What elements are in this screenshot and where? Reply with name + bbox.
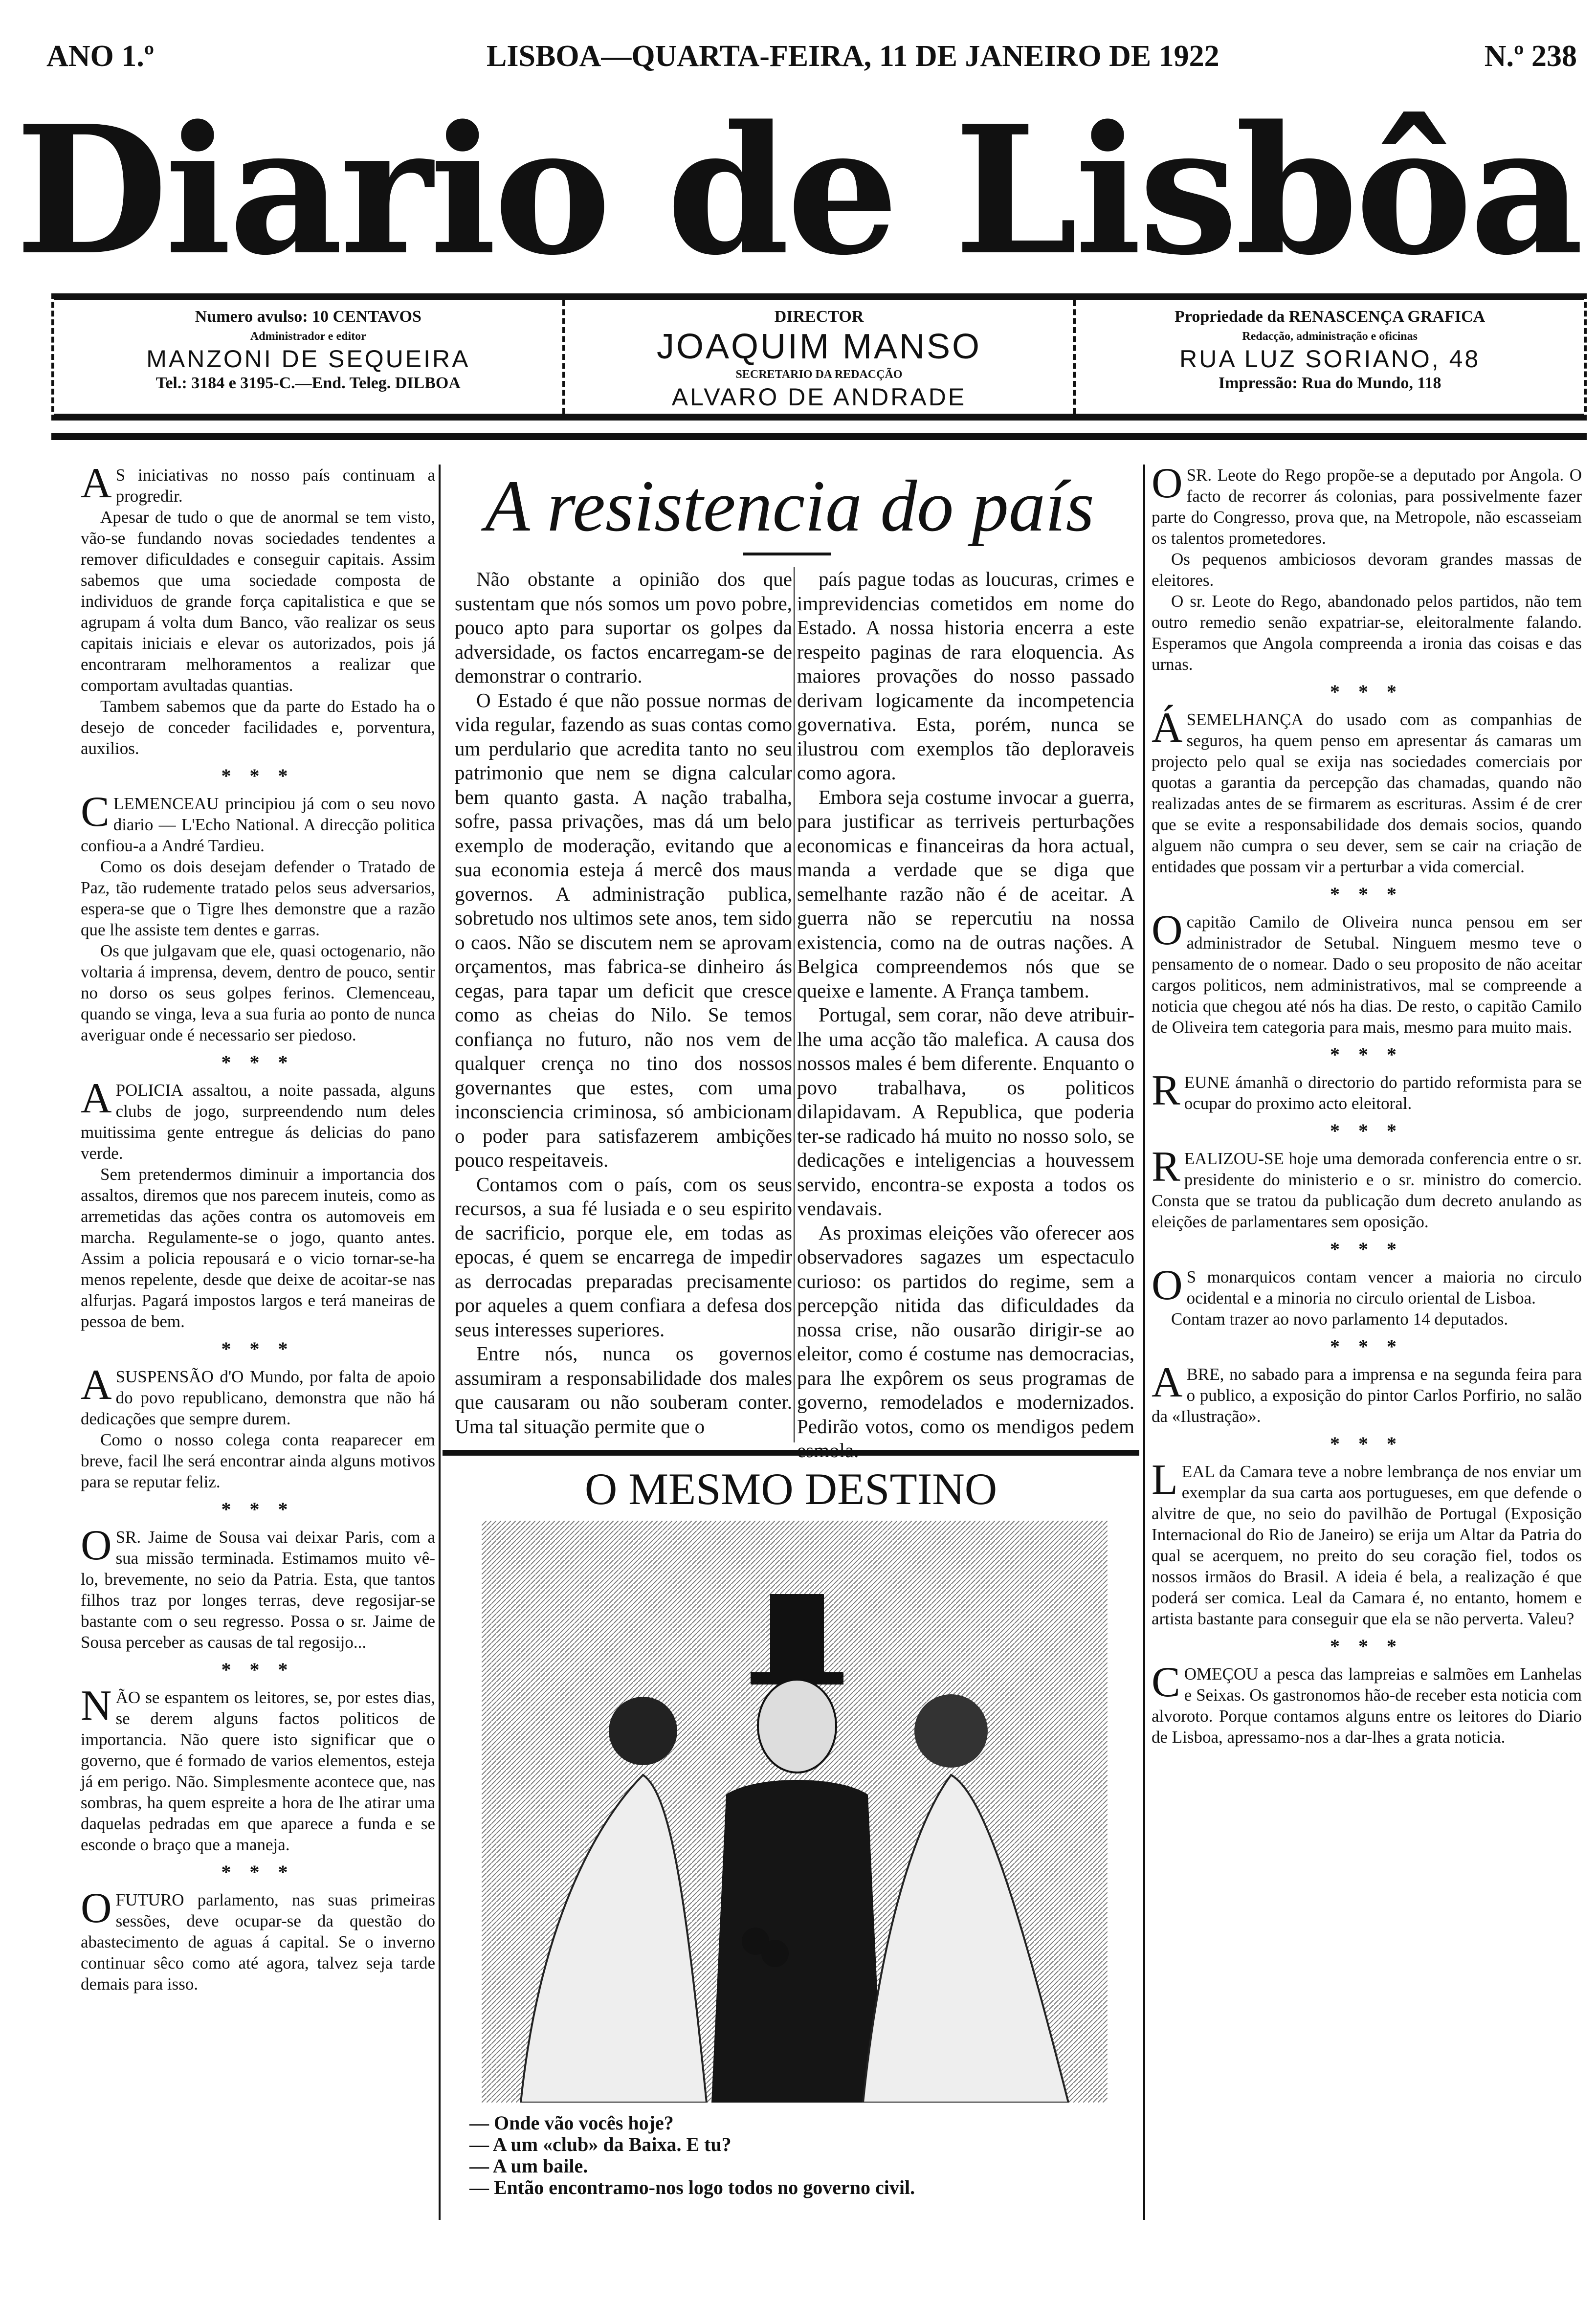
editorial-column-b	[797, 567, 1134, 1463]
director-name: JOAQUIM MANSO	[656, 327, 982, 366]
paragraph: O Estado é que não possue normas de vida regular, fazendo as suas contas como um perdulario que acredita tanto no seu patrimonio que nem se digna calcular bem quanto gasta. A nação trabalha, sofre, passa privações, mas dá um belo exemplo de moderação, evitando que a sua economia esteja á mercê dos maus governos. A administração publica, sobretudo nos ultimos sete anos, tem sido o caos. Não se discutem nem se aprovam orçamentos, mas fabrica-se dinheiro ás cegas, para tapar um deficit que cresce como as cheias do Nilo. Se temos confiança no futuro, não nos vem de qualquer crença no tino dos nossos governantes que estes, com uma inconsciencia criminosa, só ambicionam o poder para satisfazerem ambições pouco respeitaveis.	[455, 688, 792, 1171]
news-item	[81, 1075, 435, 1332]
year-label: ANO 1.º	[46, 40, 155, 73]
paragraph: OSR. Jaime de Sousa vai deixar Paris, com a sua missão terminada. Estimamos muito vê-lo, brevemente, no seio da Patria. Esta, que tantos filhos traz por longes terras, deve regosijar-se bastante com o seu regresso. Possa o sr. Jaime de Sousa perceber as causas de tal regosijo...	[81, 1522, 435, 1652]
paragraph: COMEÇOU a pesca das lampreias e salmões em Lanhelas e Seixas. Os gastronomos hão-de receber esta noticia com alvoroto. Porque contamos alguns entre os leitores do Diario de Lisboa, apressamo-nos a dar-lhes a grata noticia.	[1152, 1659, 1582, 1747]
paragraph: Apesar de tudo o que de anormal se tem visto, vão-se fundando novas sociedades tendentes a remover dificuldades e conseguir capitais. Assim sabemos que uma sociedade composta de individuos de grande força capitalistica e que se agrupam á volta dum Banco, vão realizar os seus capitais iniciais e elevar os autorizados, pois já encontraram melhoramentos a realizar que comportam avultadas quantias.	[81, 508, 435, 695]
column-rule	[1143, 465, 1145, 2220]
separator-stars: * * *	[1330, 883, 1403, 905]
separator-stars: * * *	[1330, 681, 1403, 703]
masthead-title: Diario de Lisbôa	[15, 87, 1581, 294]
paragraph: LEAL da Camara teve a nobre lembrança de nos enviar um exemplar da sua carta aos portugueses, em que defende o alvitre de que, no seio do pavilhão de Portugal (Exposição Internacional do Rio de Janeiro) se erija um Altar da Patria do qual se acerquem, no preito do seu coração fiel, todos os nossos irmãos do Brasil. A ideia é bela, a realização é que poderá ser comica. Leal da Camara é, no entanto, homem e artista bastante para conseguir que ela se não perverta. Valeu?	[1152, 1456, 1582, 1628]
right-column-notes	[1152, 460, 1582, 1748]
admin-label: Administrador e editor	[250, 330, 366, 343]
separator-stars: * * *	[1330, 1120, 1403, 1142]
separator-stars: * * *	[221, 1338, 295, 1360]
paragraph: Embora seja costume invocar a guerra, para justificar as terriveis perturbações economicas e financeiras da hora actual, manda a verdade que se diga que semelhante razão não é de aceitar. A guerra não se repercutiu na nossa existencia, como na de outras nações. A Belgica compreendemos nós que se queixe e lamente. A França tambem.	[797, 785, 1134, 1002]
news-item	[1152, 1659, 1582, 1748]
section-rule	[443, 1450, 1139, 1456]
column-rule	[794, 567, 795, 1442]
info-left	[54, 300, 562, 414]
news-item	[1152, 1143, 1582, 1232]
secretary-name: ALVARO DE ANDRADE	[671, 383, 967, 411]
cartoon-illustration	[482, 1521, 1108, 2103]
separator-stars: * * *	[1330, 1043, 1403, 1065]
news-item	[1152, 704, 1582, 877]
paragraph: OSR. Leote do Rego propõe-se a deputado por Angola. O facto de recorrer ás colonias, para possivelmente fazer parte do Congresso, prova que, na Metropole, não escasseiam os talentos prometedores.	[1152, 460, 1582, 548]
paragraph: CLEMENCEAU principiou já com o seu novo diario — L'Echo National. A direcção politica confiou-a a André Tardieu.	[81, 788, 435, 855]
news-item	[81, 1361, 435, 1492]
column-rule	[439, 465, 441, 2220]
paragraph: Como os dois desejam defender o Tratado de Paz, tão rudemente tratado pelos seus adversarios, espera-se que o Tigre lhes demonstre que a razão que lhe assiste tem dentes e garras.	[81, 857, 435, 939]
address: RUA LUZ SORIANO, 48	[1179, 345, 1481, 373]
director-label: DIRECTOR	[774, 308, 864, 326]
caption-line: — Então encontramo-nos logo todos no governo civil.	[469, 2176, 915, 2198]
editorial-headline: A resistencia do país	[485, 465, 1094, 547]
paragraph: país pague todas as loucuras, crimes e imprevidencias cometidos em nome do Estado. A nossa historia encerra a este respeito paginas de rara eloquencia. As maiores provações do nosso passado derivam logicamente da incompetencia governativa. Esta, porém, nunca se ilustrou com exemplos tão deploraveis como agora.	[797, 568, 1134, 784]
paragraph: REALIZOU-SE hoje uma demorada conferencia entre o sr. presidente do ministerio e o sr. ministro do comercio. Consta que se tratou da publicação dum decreto anulando as eleições de parlamentares sem oposição.	[1152, 1143, 1582, 1231]
news-item	[1152, 460, 1582, 675]
paragraph: Os pequenos ambiciosos devoram grandes massas de eleitores.	[1152, 550, 1582, 590]
editorial-column-a	[455, 567, 792, 1439]
news-item	[81, 1682, 435, 1855]
secretary-label: SECRETARIO DA REDACÇÃO	[735, 368, 903, 381]
paragraph: Tambem sabemos que da parte do Estado ha o desejo de conceder facilidades e, porventura, auxilios.	[81, 697, 435, 758]
news-item	[1152, 907, 1582, 1038]
paragraph: Contamos com o país, com os seus recursos, a sua fé lusiada e o seu espirito de sacrificio, porque ele, em todas as epocas, é quem se encarrega de impedir as derrocadas preparadas precisamente por aqueles a quem confiara a defesa dos seus interesses superiores.	[455, 1173, 792, 1341]
owner: Propriedade da RENASCENÇA GRAFICA	[1175, 308, 1485, 326]
telephone: Tel.: 3184 e 3195-C.—End. Teleg. DILBOA	[155, 374, 461, 392]
paragraph: ÁSEMELHANÇA do usado com as companhias de seguros, ha quem penso em apresentar ás camaras um projecto pelo qual se exija nas sociedades comerciais por quotas a garantia da percepção das chamadas, quando não realizadas antes de se firmarem as escrituras. Assim é de crer que se evite a responsabilidade dos demais socios, quando alguem não cumpra o seu dever, sem se cair na criação de entidades que possam vir a perturbar a vida comercial.	[1152, 704, 1582, 876]
caption-line: — A um «club» da Baixa. E tu?	[469, 2133, 732, 2155]
paragraph: Não obstante a opinião dos que sustentam que nós somos um povo pobre, pouco apto para suportar os golpes da adversidade, os factos encarregam-se de demonstrar o contrario.	[455, 568, 792, 687]
cartoon-caption	[469, 2112, 1105, 2198]
woman-right-hair	[914, 1694, 988, 1768]
paragraph: Os que julgavam que ele, quasi octogenario, não voltaria á imprensa, devem, dentro de pouco, sentir no dorso os seus golpes ferinos. Clemenceau, quando se vinga, leva a sua furia ao ponto de nunca averiguar onde é necessario ser piedoso.	[81, 941, 435, 1044]
separator-stars: * * *	[1330, 1635, 1403, 1657]
printing: Impressão: Rua do Mundo, 118	[1218, 374, 1441, 392]
dateline-bar	[46, 39, 1577, 78]
info-center	[562, 300, 1073, 414]
news-item	[1152, 1359, 1582, 1427]
man-coat	[711, 1780, 883, 2103]
offices-label: Redacção, administração e oficinas	[1242, 330, 1418, 343]
paragraph: APOLICIA assaltou, a noite passada, alguns clubs de jogo, surpreendendo num deles muitissima gente entregue ás delicias do pano verde.	[81, 1075, 435, 1163]
news-item	[1152, 1456, 1582, 1629]
separator-stars: * * *	[1330, 1238, 1403, 1260]
paragraph: Portugal, sem corar, não deve atribuir-lhe uma acção tão malefica. A causa dos nossos males é bem diferente. Enquanto o povo trabalhava, os politicos dilapidavam. A Republica, que poderia ter-se radicado há muito no nosso solo, se dedicações e inteligencias a houvessem servido, encontra-se exposta a todos os vendavais.	[797, 1003, 1134, 1219]
separator-stars: * * *	[221, 1659, 295, 1681]
left-column-notes	[81, 460, 435, 1995]
header-rule	[51, 433, 1587, 440]
paragraph: OS monarquicos contam vencer a maioria no circulo ocidental e a minoria no circulo oriental de Lisboa.	[1152, 1262, 1582, 1309]
paragraph: ASUSPENSÃO d'O Mundo, por falta de apoio do povo republicano, demonstra que não há dedicações que sempre durem.	[81, 1361, 435, 1428]
publication-info-box	[51, 293, 1587, 421]
news-item	[1152, 1067, 1582, 1114]
paragraph: Ocapitão Camilo de Oliveira nunca pensou em ser administrador de Setubal. Ninguem mesmo teve o pensamento de o nomear. Dado o seu proposito de não aceitar cargos politicos, nem administrativos, mal se compreende a noticia que chegou até nós ha dias. De resto, o capitão Camilo de Oliveira tem categoria para mais, mesmo para muito mais.	[1152, 907, 1582, 1037]
dateline: LISBOA—QUARTA-FEIRA, 11 DE JANEIRO DE 1922	[487, 40, 1219, 73]
admin-name: MANZONI DE SEQUEIRA	[146, 345, 470, 373]
separator-stars: * * *	[1330, 1335, 1403, 1357]
info-right	[1073, 300, 1584, 414]
paragraph: As proximas eleições vão oferecer aos observadores sagazes um espectaculo curioso: os partidos do regime, sem a percepção nitida das dificuldades da nossa crise, não ousarão dirigir-se ao eleitor, como é costume nas democracias, para lhe expôrem os seus programas de governo, remodelados e modernizados. Pedirão votos, como os mendigos pedem	[797, 1221, 1134, 1438]
woman-left-hair	[609, 1697, 677, 1765]
paragraph: ABRE, no sabado para a imprensa e na segunda feira para o publico, a exposição do pintor Carlos Porfirio, no salão da «Ilustração».	[1152, 1359, 1582, 1426]
separator-stars: * * *	[221, 1498, 295, 1520]
paragraph: Como o nosso colega conta reaparecer em breve, facil lhe será encontrar ainda alguns motivos para se reputar feliz.	[81, 1430, 435, 1491]
flower	[761, 1940, 789, 1967]
caption-line: — Onde vão vocês hoje?	[469, 2112, 674, 2134]
paragraph: Contam trazer ao novo parlamento 14 deputados.	[1171, 1309, 1508, 1329]
news-item	[81, 1884, 435, 1995]
issue-number: N.º 238	[1484, 40, 1577, 73]
news-item	[1152, 1262, 1582, 1330]
news-item	[81, 460, 435, 759]
paragraph: Sem pretendermos diminuir a importancia dos assaltos, diremos que nos parecem inuteis, como as arremetidas das ações contra os automoveis em marcha. Regulamente-se o jogo, quanto antes. Assim a policia repousará e o vicio tornar-se-ha menos repelente, desde que deixe de acoitar-se nas alfurjas. Pagará impostos largos e terá maneiras de pessoa de bem.	[81, 1165, 435, 1331]
paragraph: OFUTURO parlamento, nas suas primeiras sessões, deve ocupar-se da questão do abastecimento de aguas á capital. Se o inverno continuar sêco como até agora, talvez seja tarde demais para isso.	[81, 1884, 435, 1994]
top-hat	[770, 1594, 824, 1677]
paragraph: REUNE ámanhã o directorio do partido reformista para se ocupar do proximo acto eleitoral.	[1152, 1067, 1582, 1114]
paragraph: Entre nós, nunca os governos assumiram a responsabilidade dos males que causaram ou não souberam conter. Uma tal situação permite que o	[455, 1342, 792, 1438]
separator-stars: * * *	[221, 1861, 295, 1883]
cartoon-title: O MESMO DESTINO	[584, 1464, 998, 1514]
caption-line: — A um baile.	[469, 2155, 588, 2177]
man-face	[758, 1680, 836, 1773]
news-item	[81, 1522, 435, 1653]
paragraph: AS iniciativas no nosso país continuam a progredir.	[81, 460, 435, 507]
paragraph: NÃO se espantem os leitores, se, por estes dias, se derem alguns factos politicos de importancia. Não quere isto significar que o governo, que é formado de varios elementos, esteja já em perigo. Não. Simplesmente acontece que, nas sombras, ha quem espreite a hora de lhe atirar uma daquelas pedradas em que aparece a funda e se esconde o braço que a maneja.	[81, 1682, 435, 1854]
price: Numero avulso: 10 CENTAVOS	[195, 308, 421, 326]
headline-ornament	[743, 553, 831, 555]
news-item	[81, 788, 435, 1045]
separator-stars: * * *	[221, 765, 295, 787]
separator-stars: * * *	[221, 1051, 295, 1073]
paragraph: O sr. Leote do Rego, abandonado pelos partidos, não tem outro remedio senão expatriar-se, eleitoralmente falando. Esperamos que Angola compreenda a ironia das coisas e das urnas.	[1152, 592, 1582, 674]
separator-stars: * * *	[1330, 1433, 1403, 1455]
